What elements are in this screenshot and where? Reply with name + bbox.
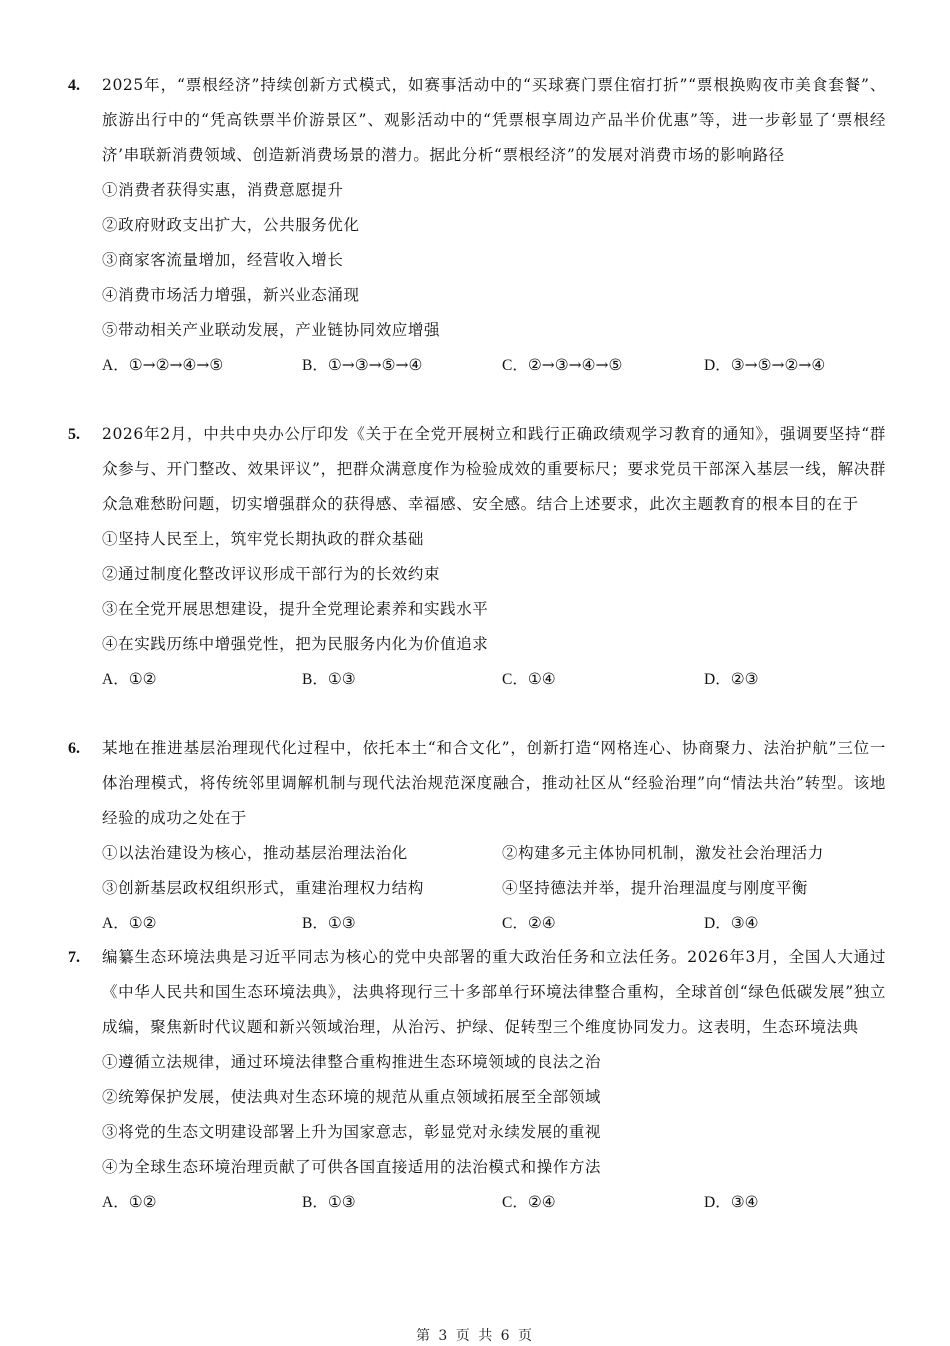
choice-b[interactable]: B．①③ xyxy=(302,1193,356,1211)
option-item: ③商家客流量增加，经营收入增长 xyxy=(102,251,344,269)
choice-c[interactable]: C．②④ xyxy=(502,914,556,932)
option-item: ②通过制度化整改评议形成干部行为的长效约束 xyxy=(102,565,441,583)
option-item: ④在实践历练中增强党性，把为民服务内化为价值追求 xyxy=(102,635,489,653)
choice-b[interactable]: B．①→③→⑤→④ xyxy=(302,356,423,374)
option-item: ①遵循立法规律，通过环境法律整合重构推进生态环境领域的良法之治 xyxy=(102,1053,602,1071)
choice-d[interactable]: D．③→⑤→②→④ xyxy=(704,356,826,374)
question-number: 6. xyxy=(68,740,80,757)
option-item: ③将党的生态文明建设部署上升为国家意志，彰显党对永续发展的重视 xyxy=(102,1123,602,1141)
option-item: ④为全球生态环境治理贡献了可供各国直接适用的法治模式和操作方法 xyxy=(102,1158,602,1176)
option-item: ①以法治建设为核心，推动基层治理法治化 xyxy=(102,844,408,862)
choice-c[interactable]: C．②→③→④→⑤ xyxy=(502,356,623,374)
question-number: 4. xyxy=(68,77,80,94)
option-item: ②统筹保护发展，使法典对生态环境的规范从重点领域拓展至全部领域 xyxy=(102,1088,602,1106)
choice-a[interactable]: A．①② xyxy=(102,670,157,688)
question-number: 5. xyxy=(68,426,80,443)
question-stem: 某地在推进基层治理现代化过程中，依托本土“和合文化”，创新打造“网格连心、协商聚力、法治护航”三位一体治理模式，将传统邻里调解机制与现代法治规范深度融合，推动社区从“经验治理”向“情法共治”转型。该地经验的成功之处在于 xyxy=(102,739,886,827)
choice-d[interactable]: D．②③ xyxy=(704,670,759,688)
option-item: ③创新基层政权组织形式，重建治理权力结构 xyxy=(102,879,425,897)
choice-c[interactable]: C．①④ xyxy=(502,670,556,688)
choice-a[interactable]: A．①② xyxy=(102,1193,157,1211)
option-item: ②构建多元主体协同机制，激发社会治理活力 xyxy=(502,844,825,862)
question-6 xyxy=(68,731,886,941)
option-item: ①坚持人民至上，筑牢党长期执政的群众基础 xyxy=(102,530,425,548)
choice-d[interactable]: D．③④ xyxy=(704,1193,759,1211)
option-item: ①消费者获得实惠，消费意愿提升 xyxy=(102,181,344,199)
option-item: ③在全党开展思想建设，提升全党理论素养和实践水平 xyxy=(102,600,489,618)
question-stem: 编纂生态环境法典是习近平同志为核心的党中央部署的重大政治任务和立法任务。2026年3月，全国人大通过《中华人民共和国生态环境法典》，法典将现行三十多部单行环境法律整合重构，全球首创“绿色低碳发展”独立成编，聚焦新时代议题和新兴领域治理，从治污、护绿、促转型三个维度协同发力。这表明，生态环境法典 xyxy=(102,948,886,1036)
question-4 xyxy=(68,68,886,383)
choice-b[interactable]: B．①③ xyxy=(302,914,356,932)
choice-c[interactable]: C．②④ xyxy=(502,1193,556,1211)
option-item: ④消费市场活力增强，新兴业态涌现 xyxy=(102,286,360,304)
answer-choices xyxy=(102,662,886,697)
option-item: ②政府财政支出扩大，公共服务优化 xyxy=(102,216,360,234)
page-footer: 第 3 页 共 6 页 xyxy=(415,1328,535,1344)
choice-a[interactable]: A．①② xyxy=(102,914,157,932)
option-row xyxy=(102,836,886,871)
question-7 xyxy=(68,940,886,1220)
answer-choices xyxy=(102,348,886,383)
choice-b[interactable]: B．①③ xyxy=(302,670,356,688)
question-5 xyxy=(68,417,886,697)
choice-a[interactable]: A．①→②→④→⑤ xyxy=(102,356,224,374)
answer-choices xyxy=(102,906,886,941)
question-stem: 2026年2月，中共中央办公厅印发《关于在全党开展树立和践行正确政绩观学习教育的通知》，强调要坚持“群众参与、开门整改、效果评议”，把群众满意度作为检验成效的重要标尺；要求党员干部深入基层一线，解决群众急难愁盼问题，切实增强群众的获得感、幸福感、安全感。结合上述要求，此次主题教育的根本目的在于 xyxy=(102,425,886,513)
question-number: 7. xyxy=(68,949,80,966)
choice-d[interactable]: D．③④ xyxy=(704,914,759,932)
answer-choices xyxy=(102,1185,886,1220)
question-stem: 2025年，“票根经济”持续创新方式模式，如赛事活动中的“买球赛门票住宿打折”“票根换购夜市美食套餐”、旅游出行中的“凭高铁票半价游景区”、观影活动中的“凭票根享周边产品半价优惠”等，进一步彰显了‘票根经济’串联新消费领域、创造新消费场景的潜力。据此分析“票根经济”的发展对消费市场的影响路径 xyxy=(102,76,886,164)
option-item: ⑤带动相关产业联动发展，产业链协同效应增强 xyxy=(102,321,441,339)
option-row xyxy=(102,871,886,906)
option-item: ④坚持德法并举，提升治理温度与刚度平衡 xyxy=(502,879,808,897)
